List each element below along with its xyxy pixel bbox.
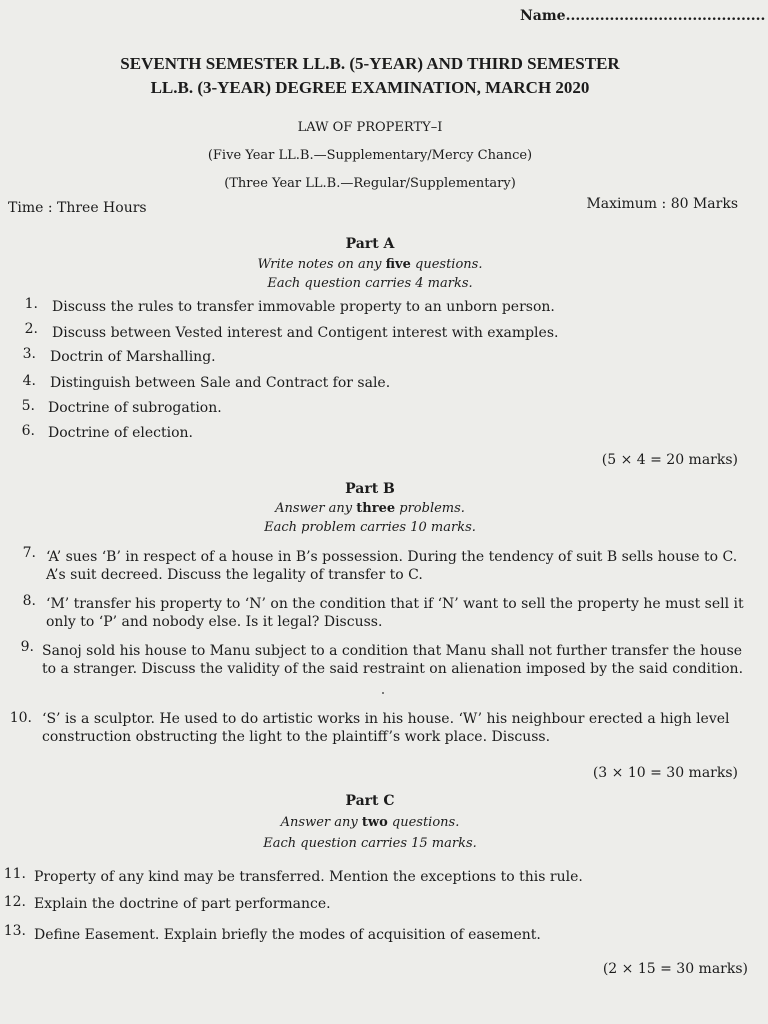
question-number: 5. xyxy=(21,398,35,414)
question-text: Doctrine of subrogation. xyxy=(48,400,222,416)
question-text: Discuss the rules to transfer immovable property to an unborn person. xyxy=(52,299,555,315)
question-number: 11. xyxy=(3,866,26,882)
exam-title-line1: SEVENTH SEMESTER LL.B. (5-YEAR) AND THIRD SEMESTER xyxy=(120,54,620,73)
question-number: 3. xyxy=(22,346,36,362)
part-c-instruction-2: Each question carries 15 marks. xyxy=(263,836,477,851)
question-number: 2. xyxy=(24,321,38,337)
question-text: Distinguish between Sale and Contract for sale. xyxy=(50,375,391,391)
part-a-marks: (5 × 4 = 20 marks) xyxy=(601,452,738,468)
question-number: 13. xyxy=(3,923,26,939)
question-text: Sanoj sold his house to Manu subject to a condition that Manu shall not further transfer the house to a stranger. Discuss the validity of the said restraint on alienation imposed by the said condition. xyxy=(42,643,744,677)
part-b-marks: (3 × 10 = 30 marks) xyxy=(592,765,738,781)
part-b-title: Part B xyxy=(345,481,395,497)
question-text: Discuss between Vested interest and Contigent interest with examples. xyxy=(52,325,559,341)
question-number: 12. xyxy=(3,894,26,910)
question-number: 9. xyxy=(20,639,34,655)
subject-title: LAW OF PROPERTY–I xyxy=(297,120,443,135)
maximum-marks: Maximum : 80 Marks xyxy=(586,196,738,212)
question-text: Explain the doctrine of part performance. xyxy=(34,896,331,912)
question-text: Doctrine of election. xyxy=(48,425,193,441)
question-number: 7. xyxy=(22,545,36,561)
part-a-instruction-1: Write notes on any five questions. xyxy=(257,257,483,272)
question-text: ‘A’ sues ‘B’ in respect of a house in B’s possession. During the tendency of suit B sells house to C. A’s suit decreed. Discuss the legality of transfer to C. xyxy=(46,549,738,583)
part-a-instruction-2: Each question carries 4 marks. xyxy=(267,276,473,291)
course-line-2: (Three Year LL.B.—Regular/Supplementary) xyxy=(224,176,516,191)
question-number: 6. xyxy=(21,423,35,439)
name-field: Name......................................... xyxy=(520,8,766,24)
part-c-marks: (2 × 15 = 30 marks) xyxy=(602,961,748,977)
part-c-title: Part C xyxy=(345,793,395,809)
time-allowed: Time : Three Hours xyxy=(8,200,147,216)
question-number: 1. xyxy=(24,296,38,312)
part-c-instruction-1: Answer any two questions. xyxy=(280,815,460,830)
question-text: ‘S’ is a sculptor. He used to do artistic works in his house. ‘W’ his neighbour erected a high level construction obstructing the light to the plaintiff’s work place. Discuss. xyxy=(42,711,730,745)
question-text: ‘M’ transfer his property to ‘N’ on the condition that if ‘N’ want to sell the property he must sell it only to ‘P’ and nobody else. Is it legal? Discuss. xyxy=(46,596,744,630)
course-line-1: (Five Year LL.B.—Supplementary/Mercy Chance) xyxy=(207,148,533,163)
ink-speck xyxy=(382,692,384,694)
question-number: 8. xyxy=(22,593,36,609)
question-text: Property of any kind may be transferred. Mention the exceptions to this rule. xyxy=(34,869,583,885)
question-number: 4. xyxy=(22,373,36,389)
exam-title-line2: LL.B. (3-YEAR) DEGREE EXAMINATION, MARCH 2020 xyxy=(150,78,590,97)
part-a-title: Part A xyxy=(345,236,395,252)
part-b-instruction-2: Each problem carries 10 marks. xyxy=(264,520,476,535)
question-text: Doctrin of Marshalling. xyxy=(50,349,216,365)
question-number: 10. xyxy=(9,710,32,726)
question-text: Define Easement. Explain briefly the modes of acquisition of easement. xyxy=(34,927,541,943)
part-b-instruction-1: Answer any three problems. xyxy=(275,501,465,516)
